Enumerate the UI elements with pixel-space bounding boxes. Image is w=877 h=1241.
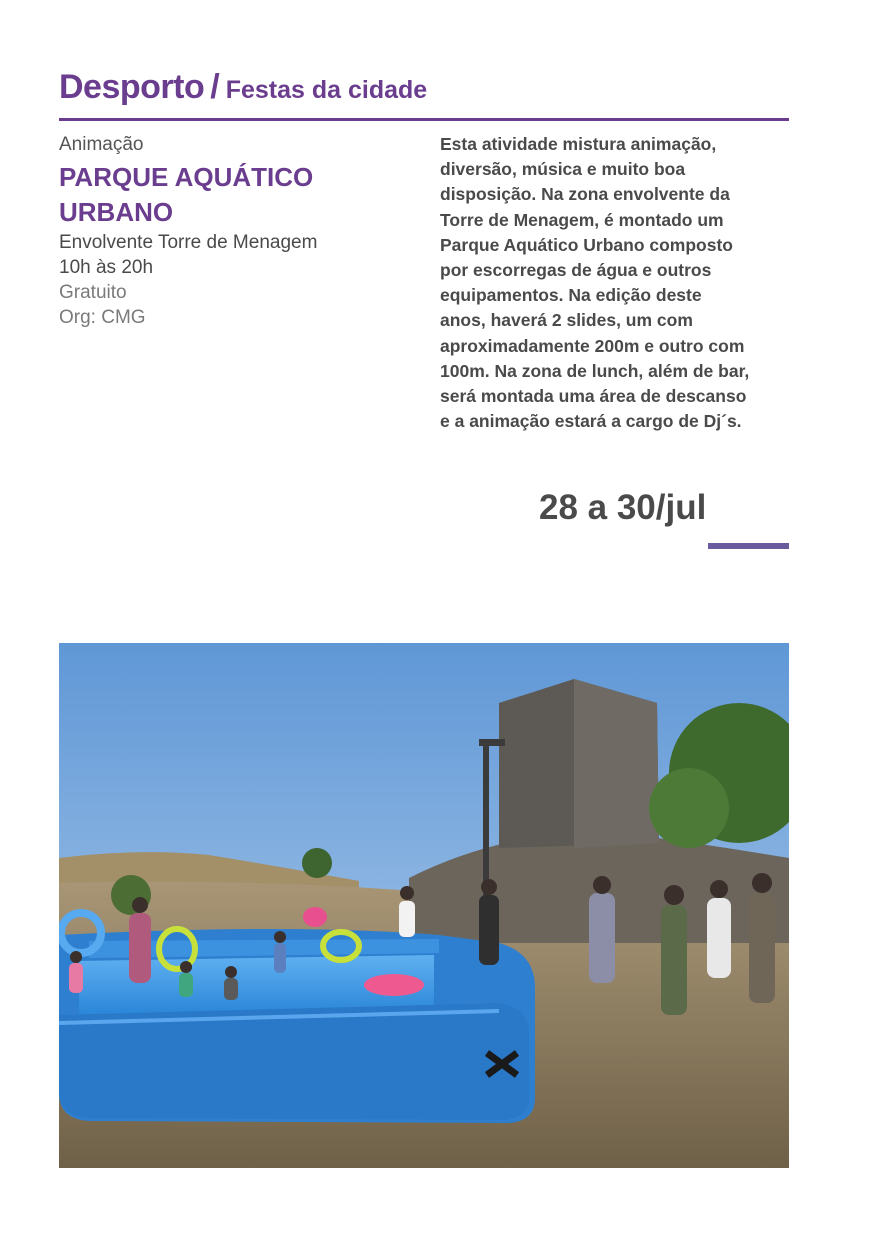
- description-line: Parque Aquático Urbano composto: [440, 234, 733, 255]
- description-line: por escorregas de água e outros: [440, 260, 712, 281]
- tree-foliage: [649, 768, 729, 848]
- title-separator: /: [210, 68, 220, 106]
- event-details: [59, 134, 389, 330]
- event-hours: 10h às 20h: [59, 257, 154, 278]
- event-photo: [59, 643, 789, 1168]
- header-divider: [59, 118, 789, 121]
- category-title: Desporto: [59, 68, 205, 106]
- event-type: Animação: [59, 134, 144, 155]
- page-header: [59, 68, 789, 107]
- description-line: aproximadamente 200m e outro com: [440, 335, 745, 356]
- event-location: Envolvente Torre de Menagem: [59, 232, 318, 253]
- description-line: 100m. Na zona de lunch, além de bar,: [440, 360, 750, 381]
- distant-tree: [302, 848, 332, 878]
- description-line: Torre de Menagem, é montado um: [440, 209, 724, 230]
- event-title-line-2: URBANO: [59, 197, 174, 227]
- event-title-line-1: PARQUE AQUÁTICO: [59, 162, 314, 192]
- pink-ball: [303, 907, 327, 927]
- event-organizer: Org: CMG: [59, 307, 146, 328]
- description-line: e a animação estará a cargo de Dj´s.: [440, 411, 742, 432]
- description-line: Esta atividade mistura animação,: [440, 134, 717, 154]
- description-line: disposição. Na zona envolvente da: [440, 184, 730, 205]
- water-park-illustration: [59, 643, 789, 1168]
- event-date: 28 a 30/jul: [539, 488, 707, 527]
- pink-float: [364, 974, 424, 996]
- subcategory-title: Festas da cidade: [225, 76, 428, 104]
- description-line: será montada uma área de descanso: [440, 386, 747, 407]
- date-underline: [708, 543, 789, 549]
- lamp-head: [479, 739, 505, 746]
- description-line: diversão, música e muito boa: [440, 159, 686, 180]
- event-description: [440, 132, 790, 434]
- tower-side: [574, 679, 659, 848]
- description-line: anos, haverá 2 slides, um com: [440, 310, 693, 331]
- description-line: equipamentos. Na edição deste: [440, 285, 702, 306]
- event-price: Gratuito: [59, 282, 127, 303]
